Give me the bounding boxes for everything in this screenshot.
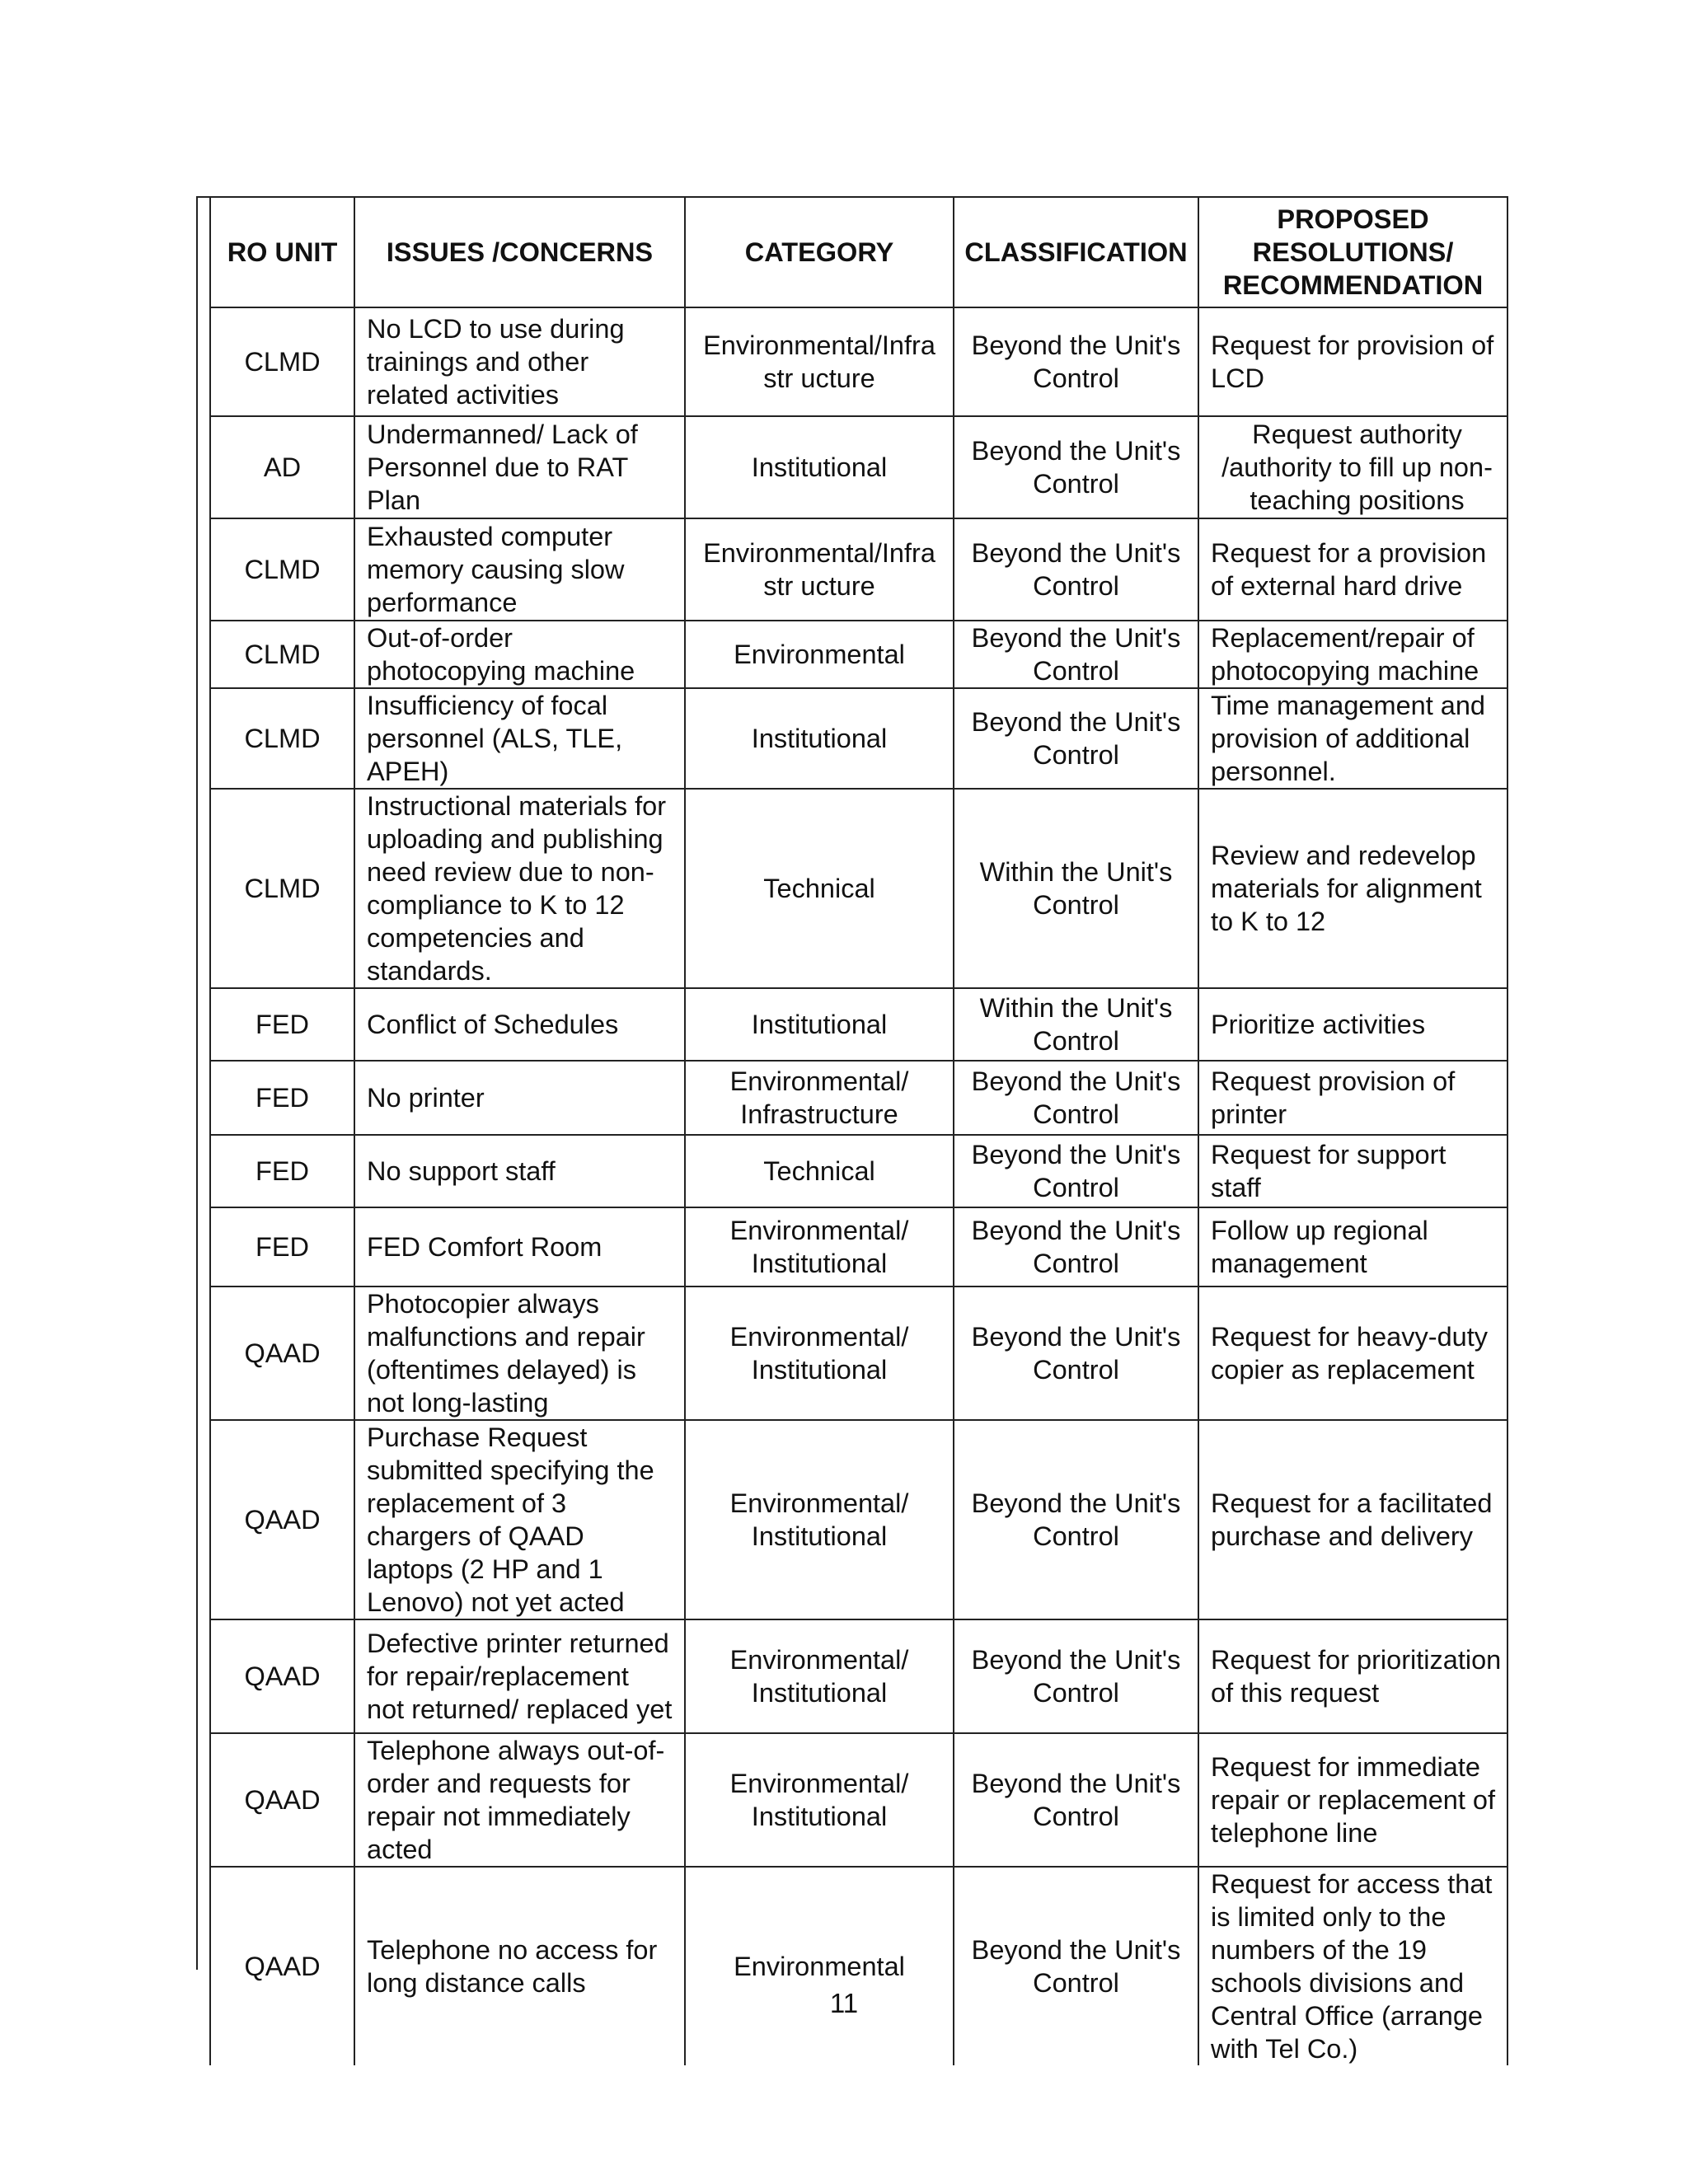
cell-classification: Beyond the Unit's Control xyxy=(954,307,1198,416)
cell-unit: CLMD xyxy=(210,621,354,688)
cell-resolution: Replacement/repair of photocopying machine xyxy=(1198,621,1507,688)
cell-unit: AD xyxy=(210,416,354,518)
table-row xyxy=(210,688,1507,789)
cell-unit: FED xyxy=(210,1207,354,1286)
header-issues: ISSUES /CONCERNS xyxy=(354,197,685,307)
cell-unit: FED xyxy=(210,1061,354,1135)
cell-unit: CLMD xyxy=(210,518,354,621)
cell-resolution: Request authority /authority to fill up non-teaching positions xyxy=(1198,416,1507,518)
cell-unit: QAAD xyxy=(210,1867,354,2065)
cell-issue: No support staff xyxy=(354,1135,685,1207)
cell-resolution: Request for heavy-duty copier as replacement xyxy=(1198,1286,1507,1420)
cell-resolution: Request provision of printer xyxy=(1198,1061,1507,1135)
cell-category: Environmental/Infrastr ucture xyxy=(685,518,954,621)
cell-category: Institutional xyxy=(685,416,954,518)
cell-unit: QAAD xyxy=(210,1619,354,1733)
outer-border-left xyxy=(196,196,198,1970)
header-ro-unit: RO UNIT xyxy=(210,197,354,307)
cell-unit: QAAD xyxy=(210,1733,354,1867)
cell-issue: Photocopier always malfunctions and repair (oftentimes delayed) is not long-lasting xyxy=(354,1286,685,1420)
cell-issue: FED Comfort Room xyxy=(354,1207,685,1286)
cell-resolution: Request for immediate repair or replacement of telephone line xyxy=(1198,1733,1507,1867)
table-row xyxy=(210,1733,1507,1867)
issues-table xyxy=(209,196,1508,2065)
cell-classification: Beyond the Unit's Control xyxy=(954,1286,1198,1420)
table-row xyxy=(210,1867,1507,2065)
cell-classification: Beyond the Unit's Control xyxy=(954,416,1198,518)
cell-classification: Beyond the Unit's Control xyxy=(954,1867,1198,2065)
table-row xyxy=(210,416,1507,518)
table-row xyxy=(210,988,1507,1061)
cell-category: Technical xyxy=(685,1135,954,1207)
cell-resolution: Request for access that is limited only to the numbers of the 19 schools divisions and Central Office (arrange with Tel Co.) xyxy=(1198,1867,1507,2065)
cell-unit: FED xyxy=(210,988,354,1061)
cell-category: Institutional xyxy=(685,988,954,1061)
cell-classification: Beyond the Unit's Control xyxy=(954,1733,1198,1867)
cell-category: Environmental/ Institutional xyxy=(685,1733,954,1867)
page-number: 11 xyxy=(829,1988,859,2018)
cell-unit: CLMD xyxy=(210,307,354,416)
cell-category: Environmental xyxy=(685,1867,954,2065)
cell-category: Environmental/ Infrastructure xyxy=(685,1061,954,1135)
table-header-row xyxy=(210,197,1507,307)
cell-unit: FED xyxy=(210,1135,354,1207)
table-row xyxy=(210,1061,1507,1135)
cell-classification: Beyond the Unit's Control xyxy=(954,688,1198,789)
cell-resolution: Request for prioritization of this request xyxy=(1198,1619,1507,1733)
header-category: CATEGORY xyxy=(685,197,954,307)
cell-issue: No LCD to use during trainings and other related activities xyxy=(354,307,685,416)
cell-issue: Exhausted computer memory causing slow performance xyxy=(354,518,685,621)
cell-resolution: Time management and provision of additional personnel. xyxy=(1198,688,1507,789)
cell-category: Environmental/Infrastr ucture xyxy=(685,307,954,416)
cell-resolution: Request for a provision of external hard drive xyxy=(1198,518,1507,621)
table-row xyxy=(210,1619,1507,1733)
table-row xyxy=(210,518,1507,621)
cell-classification: Beyond the Unit's Control xyxy=(954,518,1198,621)
cell-category: Environmental/ Institutional xyxy=(685,1420,954,1619)
cell-resolution: Request for a facilitated purchase and delivery xyxy=(1198,1420,1507,1619)
cell-issue: No printer xyxy=(354,1061,685,1135)
cell-unit: CLMD xyxy=(210,789,354,988)
cell-resolution: Request for support staff xyxy=(1198,1135,1507,1207)
cell-issue: Purchase Request submitted specifying the replacement of 3 chargers of QAAD laptops (2 HP and 1 Lenovo) not yet acted xyxy=(354,1420,685,1619)
cell-issue: Defective printer returned for repair/replacement not returned/ replaced yet xyxy=(354,1619,685,1733)
cell-classification: Beyond the Unit's Control xyxy=(954,1207,1198,1286)
cell-resolution: Prioritize activities xyxy=(1198,988,1507,1061)
cell-category: Technical xyxy=(685,789,954,988)
cell-category: Environmental/ Institutional xyxy=(685,1207,954,1286)
cell-category: Institutional xyxy=(685,688,954,789)
cell-issue: Telephone always out-of-order and requests for repair not immediately acted xyxy=(354,1733,685,1867)
cell-classification: Beyond the Unit's Control xyxy=(954,621,1198,688)
header-resolutions: PROPOSED RESOLUTIONS/ RECOMMENDATION xyxy=(1198,197,1507,307)
cell-issue: Instructional materials for uploading and publishing need review due to non-compliance to K to 12 competencies and standards. xyxy=(354,789,685,988)
cell-unit: QAAD xyxy=(210,1420,354,1619)
cell-classification: Beyond the Unit's Control xyxy=(954,1420,1198,1619)
cell-category: Environmental/ Institutional xyxy=(685,1619,954,1733)
cell-classification: Within the Unit's Control xyxy=(954,988,1198,1061)
table-row xyxy=(210,621,1507,688)
table-row xyxy=(210,1135,1507,1207)
cell-issue: Conflict of Schedules xyxy=(354,988,685,1061)
cell-issue: Telephone no access for long distance calls xyxy=(354,1867,685,2065)
table-row xyxy=(210,1207,1507,1286)
table-row xyxy=(210,1286,1507,1420)
table-row xyxy=(210,1420,1507,1619)
header-classification: CLASSIFICATION xyxy=(954,197,1198,307)
cell-unit: CLMD xyxy=(210,688,354,789)
cell-resolution: Request for provision of LCD xyxy=(1198,307,1507,416)
cell-issue: Out-of-order photocopying machine xyxy=(354,621,685,688)
cell-classification: Beyond the Unit's Control xyxy=(954,1135,1198,1207)
cell-classification: Beyond the Unit's Control xyxy=(954,1619,1198,1733)
cell-unit: QAAD xyxy=(210,1286,354,1420)
cell-category: Environmental xyxy=(685,621,954,688)
cell-classification: Beyond the Unit's Control xyxy=(954,1061,1198,1135)
cell-issue: Insufficiency of focal personnel (ALS, TLE, APEH) xyxy=(354,688,685,789)
cell-resolution: Follow up regional management xyxy=(1198,1207,1507,1286)
cell-resolution: Review and redevelop materials for alignment to K to 12 xyxy=(1198,789,1507,988)
cell-issue: Undermanned/ Lack of Personnel due to RAT Plan xyxy=(354,416,685,518)
cell-category: Environmental/ Institutional xyxy=(685,1286,954,1420)
table-row xyxy=(210,789,1507,988)
cell-classification: Within the Unit's Control xyxy=(954,789,1198,988)
table-row xyxy=(210,307,1507,416)
